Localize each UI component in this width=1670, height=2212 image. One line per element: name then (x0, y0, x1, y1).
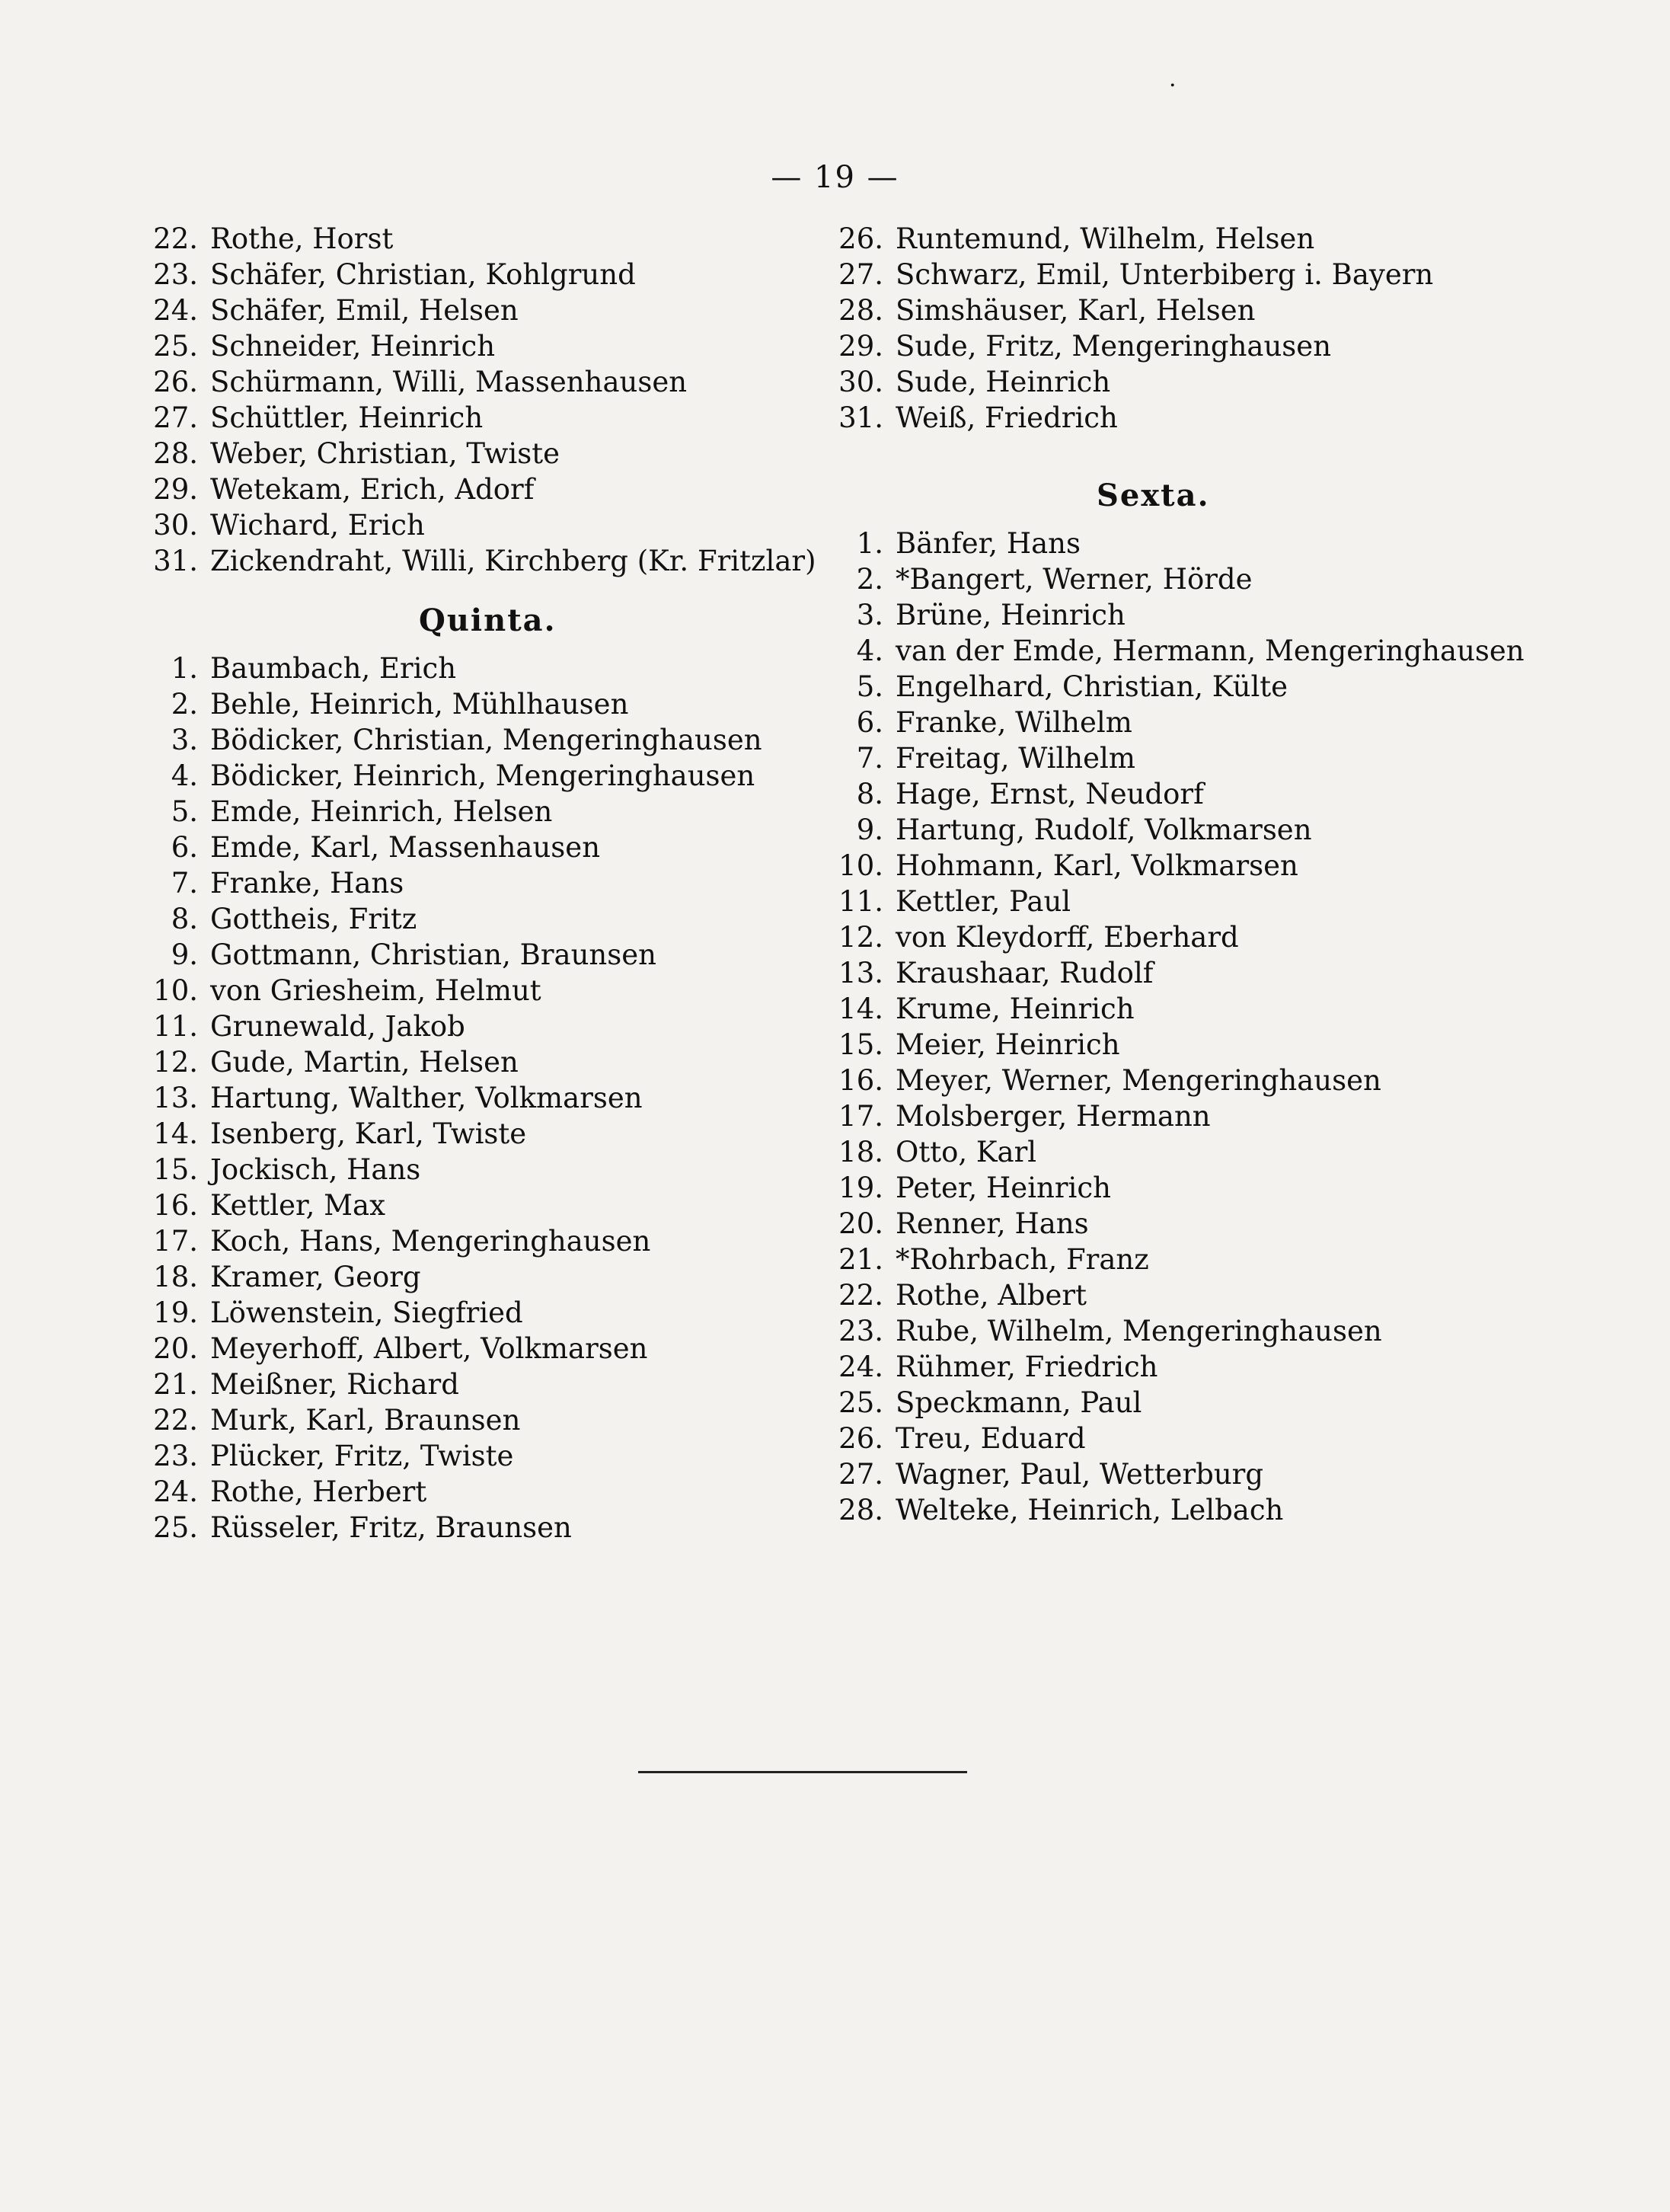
entry-number: 26. (838, 1422, 883, 1455)
entry-name: Rothe, Horst (210, 222, 394, 255)
entry-name: Treu, Eduard (896, 1422, 1086, 1455)
entry-number: 15. (153, 1153, 198, 1186)
entry-name: Emde, Karl, Massenhausen (210, 831, 601, 864)
entry-number: 12. (838, 921, 883, 954)
entry-number: 24. (838, 1351, 883, 1383)
entry-name: Löwenstein, Siegfried (210, 1296, 523, 1329)
list-item (800, 1098, 1607, 1134)
entry-number: 5. (856, 670, 883, 703)
entry-name: Simshäuser, Karl, Helsen (896, 294, 1256, 327)
list-item (114, 973, 800, 1009)
entry-number: 7. (171, 867, 198, 900)
list-item (114, 257, 800, 292)
entry-name: Wetekam, Erich, Adorf (210, 473, 535, 506)
entry-number: 23. (153, 1440, 198, 1472)
entry-name: Hartung, Walther, Volkmarsen (210, 1082, 643, 1114)
entry-number: 1. (856, 527, 883, 560)
sexta-list (800, 526, 1607, 1528)
entry-name: Rube, Wilhelm, Mengeringhausen (896, 1315, 1382, 1347)
entry-name: Welteke, Heinrich, Lelbach (896, 1494, 1284, 1526)
entry-name: von Griesheim, Helmut (210, 974, 541, 1007)
entry-number: 2. (171, 688, 198, 721)
entry-name: Behle, Heinrich, Mühlhausen (210, 688, 629, 721)
list-item (114, 364, 800, 400)
footer-rule (638, 1771, 967, 1773)
list-item (800, 1242, 1607, 1277)
entry-name: Bänfer, Hans (896, 527, 1081, 560)
entry-number: 30. (153, 509, 198, 542)
entry-number: 14. (153, 1117, 198, 1150)
entry-name: Molsberger, Hermann (896, 1100, 1211, 1133)
entry-name: Hage, Ernst, Neudorf (896, 778, 1204, 810)
list-item (800, 740, 1607, 776)
entry-number: 10. (153, 974, 198, 1007)
entry-number: 8. (856, 778, 883, 810)
entry-number: 23. (153, 258, 198, 291)
entry-name: *Rohrbach, Franz (896, 1243, 1149, 1276)
entry-number: 18. (153, 1261, 198, 1293)
entry-name: Franke, Hans (210, 867, 404, 900)
list-item (800, 292, 1607, 328)
list-item (800, 776, 1607, 812)
list-item (114, 1116, 800, 1152)
list-item (114, 794, 800, 830)
list-item (114, 686, 800, 722)
entry-number: 16. (153, 1189, 198, 1222)
page-number: — 19 — (771, 160, 899, 195)
list-item (114, 937, 800, 973)
entry-number: 26. (838, 222, 883, 255)
list-item (114, 865, 800, 901)
entry-name: Kettler, Paul (896, 885, 1071, 918)
entry-name: von Kleydorff, Eberhard (896, 921, 1239, 954)
entry-name: *Bangert, Werner, Hörde (896, 563, 1253, 596)
page-speck: · (1169, 72, 1177, 99)
entry-number: 12. (153, 1046, 198, 1079)
list-item (114, 1152, 800, 1188)
entry-number: 7. (856, 742, 883, 775)
entry-name: Bödicker, Heinrich, Mengeringhausen (210, 759, 755, 792)
list-item (114, 1223, 800, 1259)
list-item (800, 1456, 1607, 1492)
list-item (114, 1331, 800, 1367)
list-item (800, 633, 1607, 669)
entry-name: Murk, Karl, Braunsen (210, 1404, 521, 1437)
list-item (114, 1402, 800, 1438)
entry-number: 3. (171, 724, 198, 756)
list-item (800, 1170, 1607, 1206)
entry-name: Schüttler, Heinrich (210, 401, 484, 434)
entry-number: 13. (153, 1082, 198, 1114)
entry-number: 22. (153, 222, 198, 255)
list-item (800, 884, 1607, 919)
entry-name: van der Emde, Hermann, Mengeringhausen (896, 635, 1525, 667)
entry-number: 27. (838, 258, 883, 291)
list-item (800, 1027, 1607, 1063)
entry-name: Sude, Fritz, Mengeringhausen (896, 330, 1332, 363)
entry-number: 19. (153, 1296, 198, 1329)
list-item (800, 919, 1607, 955)
list-item (114, 436, 800, 471)
entry-number: 26. (153, 366, 198, 398)
list-item (114, 830, 800, 865)
entry-name: Weber, Christian, Twiste (210, 437, 560, 470)
entry-name: Freitag, Wilhelm (896, 742, 1135, 775)
entry-number: 20. (153, 1332, 198, 1365)
entry-name: Kraushaar, Rudolf (896, 957, 1154, 989)
sexta-heading: Sexta. (1097, 478, 1210, 513)
list-item (800, 705, 1607, 740)
list-item (800, 669, 1607, 705)
entry-name: Schneider, Heinrich (210, 330, 496, 363)
entry-name: Schäfer, Christian, Kohlgrund (210, 258, 636, 291)
list-item (114, 471, 800, 507)
entry-number: 22. (838, 1279, 883, 1312)
list-item (114, 1510, 800, 1546)
list-item (114, 901, 800, 937)
right-column (800, 221, 1607, 1528)
entry-name: Meißner, Richard (210, 1368, 459, 1401)
entry-number: 21. (838, 1243, 883, 1276)
entry-name: Koch, Hans, Mengeringhausen (210, 1225, 651, 1258)
entry-number: 27. (153, 401, 198, 434)
entry-name: Franke, Wilhelm (896, 706, 1132, 739)
entry-name: Speckmann, Paul (896, 1386, 1142, 1419)
list-item (800, 597, 1607, 633)
entry-number: 25. (153, 1511, 198, 1544)
list-item (114, 1044, 800, 1080)
list-item (114, 1080, 800, 1116)
entry-number: 31. (153, 545, 198, 577)
entry-number: 5. (171, 795, 198, 828)
list-item (114, 1474, 800, 1510)
left-continued-list (114, 221, 816, 579)
entry-number: 24. (153, 294, 198, 327)
entry-number: 31. (838, 401, 883, 434)
list-item (800, 221, 1607, 257)
entry-number: 9. (171, 938, 198, 971)
entry-name: Rothe, Albert (896, 1279, 1087, 1312)
entry-number: 27. (838, 1458, 883, 1491)
entry-name: Kramer, Georg (210, 1261, 421, 1293)
entry-number: 21. (153, 1368, 198, 1401)
entry-name: Gude, Martin, Helsen (210, 1046, 519, 1079)
entry-name: Rothe, Herbert (210, 1475, 427, 1508)
quinta-heading: Quinta. (419, 603, 557, 638)
entry-name: Rühmer, Friedrich (896, 1351, 1158, 1383)
list-item (800, 1206, 1607, 1242)
entry-name: Schwarz, Emil, Unterbiberg i. Bayern (896, 258, 1434, 291)
list-item (800, 400, 1607, 436)
spacer (800, 436, 1607, 454)
list-item (800, 1385, 1607, 1421)
list-item (114, 1259, 800, 1295)
list-item (114, 507, 800, 543)
list-item (800, 991, 1607, 1027)
entry-name: Bödicker, Christian, Mengeringhausen (210, 724, 762, 756)
entry-name: Emde, Heinrich, Helsen (210, 795, 553, 828)
entry-name: Rüsseler, Fritz, Braunsen (210, 1511, 572, 1544)
list-item (114, 650, 800, 686)
list-item (114, 328, 800, 364)
left-column (114, 221, 816, 1546)
entry-name: Meyer, Werner, Mengeringhausen (896, 1064, 1381, 1097)
entry-number: 10. (838, 849, 883, 882)
entry-number: 4. (171, 759, 198, 792)
list-item (800, 1063, 1607, 1098)
list-item (114, 543, 816, 579)
entry-number: 6. (171, 831, 198, 864)
entry-number: 19. (838, 1172, 883, 1204)
entry-name: Plücker, Fritz, Twiste (210, 1440, 514, 1472)
entry-number: 20. (838, 1207, 883, 1240)
list-item (800, 364, 1607, 400)
entry-name: Grunewald, Jakob (210, 1010, 465, 1043)
entry-number: 25. (153, 330, 198, 363)
list-item (114, 1188, 800, 1223)
entry-name: Jockisch, Hans (210, 1153, 421, 1186)
entry-name: Runtemund, Wilhelm, Helsen (896, 222, 1315, 255)
entry-name: Peter, Heinrich (896, 1172, 1111, 1204)
entry-number: 11. (838, 885, 883, 918)
entry-name: Meyerhoff, Albert, Volkmarsen (210, 1332, 648, 1365)
list-item (800, 812, 1607, 848)
entry-number: 29. (153, 473, 198, 506)
entry-number: 30. (838, 366, 883, 398)
entry-name: Wichard, Erich (210, 509, 425, 542)
entry-name: Meier, Heinrich (896, 1028, 1120, 1061)
list-item (114, 292, 800, 328)
list-item (800, 955, 1607, 991)
entry-number: 17. (153, 1225, 198, 1258)
entry-name: Hohmann, Karl, Volkmarsen (896, 849, 1298, 882)
list-item (800, 1277, 1607, 1313)
list-item (800, 526, 1607, 561)
entry-name: Otto, Karl (896, 1136, 1037, 1168)
list-item (800, 1349, 1607, 1385)
list-item (800, 848, 1607, 884)
entry-name: Krume, Heinrich (896, 993, 1135, 1025)
entry-number: 28. (838, 294, 883, 327)
entry-number: 18. (838, 1136, 883, 1168)
list-item (114, 400, 800, 436)
list-item (800, 1313, 1607, 1349)
entry-name: Renner, Hans (896, 1207, 1089, 1240)
entry-number: 17. (838, 1100, 883, 1133)
entry-name: Sude, Heinrich (896, 366, 1111, 398)
entry-number: 6. (856, 706, 883, 739)
list-item (800, 1421, 1607, 1456)
entry-name: Isenberg, Karl, Twiste (210, 1117, 527, 1150)
entry-number: 1. (171, 652, 198, 685)
entry-name: Gottheis, Fritz (210, 903, 417, 935)
entry-number: 16. (838, 1064, 883, 1097)
list-item (114, 758, 800, 794)
entry-number: 24. (153, 1475, 198, 1508)
list-item (800, 561, 1607, 597)
entry-number: 25. (838, 1386, 883, 1419)
quinta-list (114, 650, 800, 1546)
entry-number: 3. (856, 599, 883, 631)
entry-number: 11. (153, 1010, 198, 1043)
list-item (114, 1367, 800, 1402)
entry-number: 4. (856, 635, 883, 667)
list-item (800, 257, 1607, 292)
entry-number: 9. (856, 814, 883, 846)
entry-name: Weiß, Friedrich (896, 401, 1118, 434)
entry-name: Baumbach, Erich (210, 652, 457, 685)
entry-number: 22. (153, 1404, 198, 1437)
entry-name: Engelhard, Christian, Külte (896, 670, 1288, 703)
entry-number: 23. (838, 1315, 883, 1347)
entry-number: 28. (838, 1494, 883, 1526)
list-item (800, 328, 1607, 364)
entry-number: 28. (153, 437, 198, 470)
entry-name: Zickendraht, Willi, Kirchberg (Kr. Fritzlar) (210, 545, 816, 577)
entry-name: Hartung, Rudolf, Volkmarsen (896, 814, 1312, 846)
list-item (800, 1134, 1607, 1170)
list-item (114, 221, 800, 257)
entry-number: 8. (171, 903, 198, 935)
entry-number: 15. (838, 1028, 883, 1061)
entry-number: 29. (838, 330, 883, 363)
list-item (114, 1438, 800, 1474)
entry-name: Schürmann, Willi, Massenhausen (210, 366, 688, 398)
entry-name: Kettler, Max (210, 1189, 385, 1222)
entry-name: Gottmann, Christian, Braunsen (210, 938, 656, 971)
right-continued-list (800, 221, 1607, 436)
list-item (114, 722, 800, 758)
list-item (800, 1492, 1607, 1528)
entry-name: Wagner, Paul, Wetterburg (896, 1458, 1264, 1491)
entry-number: 14. (838, 993, 883, 1025)
entry-name: Brüne, Heinrich (896, 599, 1126, 631)
list-item (114, 1009, 800, 1044)
entry-number: 13. (838, 957, 883, 989)
entry-number: 2. (856, 563, 883, 596)
entry-name: Schäfer, Emil, Helsen (210, 294, 519, 327)
list-item (114, 1295, 800, 1331)
